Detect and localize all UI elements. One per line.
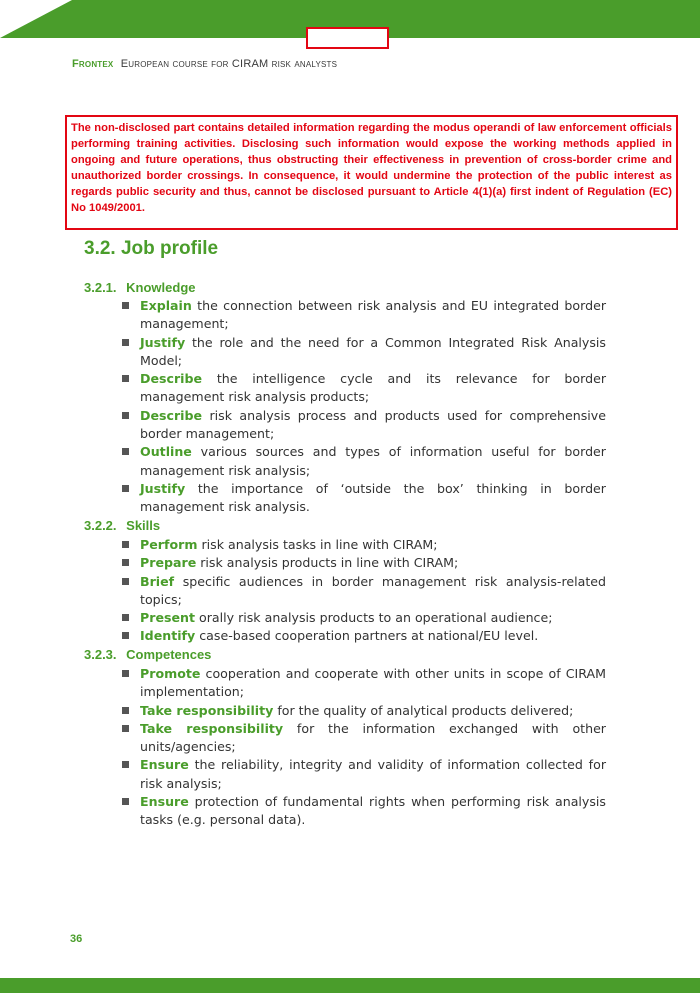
list-item [122, 627, 606, 645]
subsection-number: 3.2.3. [84, 647, 117, 662]
list-item-text: the reliability, integrity and validity of information collected for risk analysis; [140, 757, 606, 791]
header-brand: Frontex [72, 58, 114, 70]
subsection-number: 3.2.2. [84, 518, 117, 533]
bullet-icon [122, 559, 129, 566]
competences-list [122, 665, 606, 830]
list-item-text: orally risk analysis products to an operational audience; [195, 610, 553, 626]
bullet-icon [122, 707, 129, 714]
list-item-verb: Promote [140, 666, 201, 681]
subsection-title: Competences [126, 647, 212, 662]
bullet-icon [122, 670, 129, 677]
list-item [122, 609, 606, 627]
list-item-text: the importance of ‘outside the box’ thinking in border management risk analysis. [140, 480, 606, 515]
list-item-verb: Prepare [140, 555, 197, 571]
list-item-text: for the information exchanged with other units/agencies; [140, 720, 606, 755]
subsection-heading-skills [84, 518, 160, 533]
list-item-text: protection of fundamental rights when performing risk analysis tasks (e.g. personal data). [140, 794, 606, 828]
list-item-text: the intelligence cycle and its relevance for border management risk analysis products; [140, 371, 606, 405]
bullet-icon [122, 578, 129, 585]
bullet-icon [122, 485, 129, 492]
subsection-heading-knowledge [84, 280, 196, 295]
bullet-icon [122, 632, 129, 639]
list-item-text: risk analysis products in line with CIRAM; [196, 555, 459, 571]
list-item [122, 702, 606, 720]
bullet-icon [122, 541, 129, 548]
list-item [122, 297, 606, 334]
top-band-notch [0, 0, 72, 38]
list-item-text: case-based cooperation partners at national/EU level. [195, 628, 539, 644]
subsection-heading-competences [84, 647, 211, 662]
page-number: 36 [70, 933, 83, 945]
list-item-verb: Identify [140, 628, 196, 644]
list-item [122, 793, 606, 830]
list-item-verb: Present [140, 610, 196, 626]
list-item [122, 443, 606, 480]
bullet-icon [122, 798, 129, 805]
bullet-icon [122, 614, 129, 621]
subsection-number: 3.2.1. [84, 280, 117, 295]
list-item-verb: Perform [140, 537, 198, 552]
bullet-icon [122, 375, 129, 382]
list-item-verb: Take responsibility [140, 702, 274, 718]
top-redaction-box [306, 27, 389, 49]
subsection-title: Skills [126, 518, 161, 533]
redaction-notice: The non-disclosed part contains detailed information regarding the modus operandi of law enforcement officials performing training activities. Disclosing such information would expose the working methods applied in ongoing and future operations, thus obstructing their effectiveness in prevention of cross-border crime and unauthorized border crossings. In consequence, it would undermine the protection of the public interest as regards public security and thus, cannot be disclosed pursuant to Article 4(1)(a) first indent of Regulation (EC) No 1049/2001. [65, 115, 678, 230]
list-item-verb: Explain [140, 298, 192, 313]
list-item-verb: Justify [140, 334, 186, 350]
bullet-icon [122, 725, 129, 732]
list-item-text: specific audiences in border management risk analysis-related topics; [140, 573, 606, 607]
list-item [122, 554, 606, 572]
bullet-icon [122, 448, 129, 455]
list-item-verb: Ensure [140, 757, 189, 773]
bullet-icon [122, 761, 129, 768]
list-item-verb: Justify [140, 480, 186, 496]
list-item [122, 720, 606, 757]
list-item-verb: Take responsibility [140, 720, 284, 736]
list-item [122, 573, 606, 610]
list-item-text: various sources and types of information useful for border management risk analysis; [140, 444, 606, 478]
section-heading [84, 238, 218, 260]
list-item [122, 407, 606, 444]
list-item-verb: Describe [140, 371, 203, 387]
list-item [122, 665, 606, 702]
list-item-verb: Outline [140, 444, 192, 460]
knowledge-list [122, 297, 606, 517]
list-item-text: the role and the need for a Common Integrated Risk Analysis Model; [140, 334, 606, 368]
section-number: 3.2. [84, 238, 116, 259]
list-item [122, 480, 606, 517]
bullet-icon [122, 412, 129, 419]
list-item-text: the connection between risk analysis and EU integrated border management; [140, 298, 606, 332]
bullet-icon [122, 339, 129, 346]
list-item [122, 370, 606, 407]
list-item-text: risk analysis process and products used for comprehensive border management; [140, 407, 606, 442]
header-course-title: European course for CIRAM risk analysts [120, 58, 338, 70]
bullet-icon [122, 302, 129, 309]
list-item-text: cooperation and cooperate with other units in scope of CIRAM implementation; [140, 666, 606, 700]
list-item-verb: Ensure [140, 794, 189, 810]
section-title: Job profile [120, 238, 219, 259]
list-item-text: for the quality of analytical products delivered; [273, 702, 574, 718]
list-item [122, 756, 606, 793]
list-item [122, 334, 606, 371]
bottom-green-band [0, 978, 700, 993]
skills-list [122, 536, 606, 646]
running-header [72, 58, 337, 70]
list-item-verb: Brief [140, 573, 175, 589]
list-item-verb: Describe [140, 407, 203, 423]
subsection-title: Knowledge [126, 280, 196, 295]
list-item-text: risk analysis tasks in line with CIRAM; [197, 537, 438, 552]
list-item [122, 536, 606, 554]
